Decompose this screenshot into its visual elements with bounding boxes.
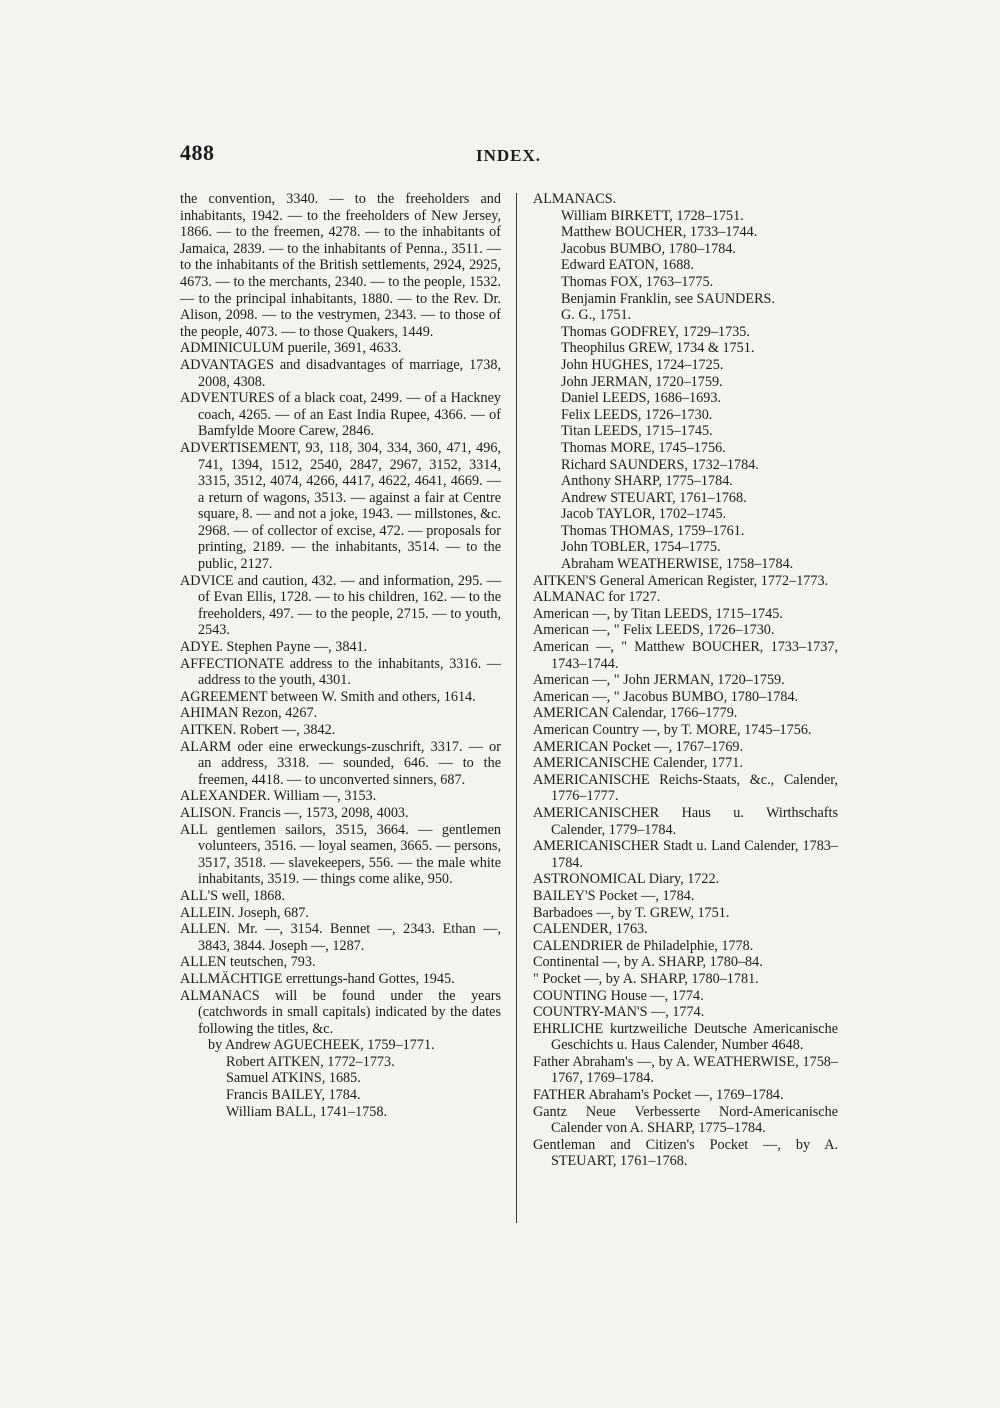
almanac-subentry: William BALL, 1741–1758. [226, 1103, 387, 1120]
index-entry: American —, " Matthew BOUCHER, 1733–1737, 1743–1744. [533, 639, 838, 672]
index-entry: ALARM oder eine erweckungs-zuschrift, 3317. — or an address, 3318. — sounded, 646. — to the freemen, 4418. — to unconverted sinners, 687. [180, 738, 501, 788]
index-entry: AMERICAN Pocket —, 1767–1769. [533, 738, 744, 755]
almanac-subentry: Theophilus GREW, 1734 & 1751. [561, 340, 755, 357]
index-entry: ALLEN teutschen, 793. [180, 954, 316, 971]
almanac-subentry: Edward EATON, 1688. [561, 257, 694, 274]
index-entry: AHIMAN Rezon, 4267. [180, 705, 318, 722]
index-entry: ADVENTURES of a black coat, 2499. — of a Hackney coach, 4265. — of an East India Rupee, 4366. — of Bamfylde Moore Carew, 2846. [180, 390, 501, 440]
index-entry: ALLEN. Mr. —, 3154. Bennet —, 2343. Ethan —, 3843, 3844. Joseph —, 1287. [180, 921, 501, 954]
almanac-subentry: Thomas MORE, 1745–1756. [561, 439, 726, 456]
almanac-subentry: Thomas FOX, 1763–1775. [561, 273, 714, 290]
almanac-subentry: Andrew STEUART, 1761–1768. [561, 489, 747, 506]
index-entry: AGREEMENT between W. Smith and others, 1614. [180, 688, 476, 705]
column-divider [516, 193, 517, 1223]
index-entry: AFFECTIONATE address to the inhabitants, 3316. — address to the youth, 4301. [180, 655, 501, 689]
index-entry: ADVERTISEMENT, 93, 118, 304, 334, 360, 471, 496, 741, 1394, 1512, 2540, 2847, 2967, 3152, 3314, 3315, 3512, 4074, 4266, 4417, 4622, 4641, 4669. — a return of wagons, 3513. — against a fair at Centre square, 8. — and not a joke, 1943. — millstones, &c. 2968. — of collector of excise, 472. — proposals for printing, 2189. — the inhabitants, 3514. — to the public, 2127. [180, 439, 501, 573]
index-entry: ALMANACS will be found under the years (catchwords in small capitals) indicated by the dates following the titles, &c. [180, 987, 501, 1037]
index-entry: ALMANAC for 1727. [533, 589, 661, 606]
almanac-subentry: William BIRKETT, 1728–1751. [561, 207, 744, 224]
index-entry: ADMINICULUM puerile, 3691, 4633. [180, 340, 402, 357]
almanac-subentry: Samuel ATKINS, 1685. [226, 1070, 361, 1087]
index-entry: ALLEIN. Joseph, 687. [180, 904, 309, 921]
index-entry: ADYE. Stephen Payne —, 3841. [180, 639, 368, 656]
index-entry: American —, by Titan LEEDS, 1715–1745. [533, 605, 783, 622]
almanac-subentry: John JERMAN, 1720–1759. [561, 373, 723, 390]
index-entry: Father Abraham's —, by A. WEATHERWISE, 1758–1767, 1769–1784. [533, 1053, 838, 1087]
almanac-subentry: Jacobus BUMBO, 1780–1784. [561, 240, 736, 257]
index-entry: AITKEN. Robert —, 3842. [180, 722, 336, 738]
index-entry: AMERICANISCHE Reichs-Staats, &c., Calender, 1776–1777. [533, 771, 838, 805]
almanac-subentry: Anthony SHARP, 1775–1784. [561, 473, 733, 490]
almanac-subentry: Jacob TAYLOR, 1702–1745. [561, 506, 727, 523]
almanac-subentry: Thomas GODFREY, 1729–1735. [561, 323, 750, 340]
index-entry: Barbadoes —, by T. GREW, 1751. [533, 904, 730, 921]
running-head: INDEX. [476, 146, 542, 165]
index-entry: BAILEY'S Pocket —, 1784. [533, 887, 695, 904]
index-entry: AITKEN'S General American Register, 1772–1773. [533, 572, 829, 589]
almanac-subentry: G. G., 1751. [561, 307, 632, 324]
almanac-subentry: Richard SAUNDERS, 1732–1784. [561, 456, 759, 473]
almanac-subentry: John HUGHES, 1724–1725. [561, 356, 724, 373]
index-entry: CALENDER, 1763. [533, 921, 648, 938]
index-entry: CALENDRIER de Philadelphie, 1778. [533, 937, 754, 954]
index-entry: American —, " Jacobus BUMBO, 1780–1784. [533, 688, 799, 705]
index-entry: AMERICAN Calendar, 1766–1779. [533, 705, 738, 722]
index-entry: American —, " Felix LEEDS, 1726–1730. [533, 622, 775, 639]
index-entry: American —, " John JERMAN, 1720–1759. [533, 672, 785, 689]
right-column [533, 191, 838, 1170]
index-entry: ADVANTAGES and disadvantages of marriage, 1738, 2008, 4308. [180, 356, 501, 390]
index-entry: ALL gentlemen sailors, 3515, 3664. — gentlemen volunteers, 3516. — loyal seamen, 3665. — persons, 3517, 3518. — slavekeepers, 556. — the male white inhabitants, 3519. — things come alike, 950. [180, 821, 501, 888]
almanac-subentry: Felix LEEDS, 1726–1730. [561, 406, 713, 423]
left-column [180, 191, 501, 1120]
index-entry: FATHER Abraham's Pocket —, 1769–1784. [533, 1087, 784, 1104]
index-entry: the convention, 3340. — to the freeholders and inhabitants, 1942. — to the freeholders of New Jersey, 1866. — to the freemen, 4278. — to the inhabitants of Jamaica, 2839. — to the inhabitants of Penna., 3511. — to the inhabitants of the British settlements, 2924, 2925, 4673. — to the merchants, 2340. — to the people, 1532. — to the principal inhabitants, 1880. — to the Rev. Dr. Alison, 2098. — to the vestrymen, 2343. — to those of the people, 4073. — to those Quakers, 1449. [180, 191, 501, 340]
index-entry: American Country —, by T. MORE, 1745–1756. [533, 722, 812, 738]
almanac-subentry: by Andrew AGUECHEEK, 1759–1771. [208, 1037, 435, 1054]
index-entry: Gantz Neue Verbesserte Nord-Americanische Calender von A. SHARP, 1775–1784. [533, 1103, 838, 1137]
index-entry: Continental —, by A. SHARP, 1780–84. [533, 954, 763, 971]
almanac-subentry: Francis BAILEY, 1784. [226, 1087, 361, 1104]
index-entry: COUNTRY-MAN'S —, 1774. [533, 1004, 705, 1021]
almanac-subentry: Robert AITKEN, 1772–1773. [226, 1053, 395, 1070]
almanacs-heading: ALMANACS. [533, 191, 617, 207]
almanac-subentry: Abraham WEATHERWISE, 1758–1784. [561, 556, 794, 573]
almanac-subentry: Benjamin Franklin, see SAUNDERS. [561, 290, 775, 307]
index-entry: ADVICE and caution, 432. — and information, 295. — of Evan Ellis, 1728. — to his children, 162. — to the freeholders, 497. — to the people, 2715. — to youth, 2543. [180, 572, 501, 639]
index-entry: COUNTING House —, 1774. [533, 987, 704, 1004]
index-entry: AMERICANISCHER Stadt u. Land Calender, 1783–1784. [533, 838, 838, 871]
almanac-subentry: Daniel LEEDS, 1686–1693. [561, 390, 721, 407]
index-entry: Gentleman and Citizen's Pocket —, by A. STEUART, 1761–1768. [533, 1136, 838, 1170]
index-entry: AMERICANISCHER Haus u. Wirthschafts Calender, 1779–1784. [533, 804, 838, 838]
index-entry: ALLMÄCHTIGE errettungs-hand Gottes, 1945. [180, 970, 455, 987]
almanac-subentry: John TOBLER, 1754–1775. [561, 539, 721, 556]
index-entry: ALL'S well, 1868. [180, 887, 286, 904]
index-entry: ALEXANDER. William —, 3153. [180, 788, 377, 805]
almanac-subentry: Thomas THOMAS, 1759–1761. [561, 522, 745, 539]
index-entry: AMERICANISCHE Calender, 1771. [533, 755, 743, 772]
almanac-subentry: Matthew BOUCHER, 1733–1744. [561, 224, 758, 241]
index-entry: EHRLICHE kurtzweiliche Deutsche Americanische Geschichts u. Haus Calender, Number 4648. [533, 1020, 838, 1054]
page-number: 488 [180, 140, 215, 165]
index-entry: " Pocket —, by A. SHARP, 1780–1781. [533, 970, 759, 987]
index-entry: ASTRONOMICAL Diary, 1722. [533, 871, 720, 888]
index-entry: ALISON. Francis —, 1573, 2098, 4003. [180, 804, 409, 821]
almanac-subentry: Titan LEEDS, 1715–1745. [561, 423, 713, 440]
